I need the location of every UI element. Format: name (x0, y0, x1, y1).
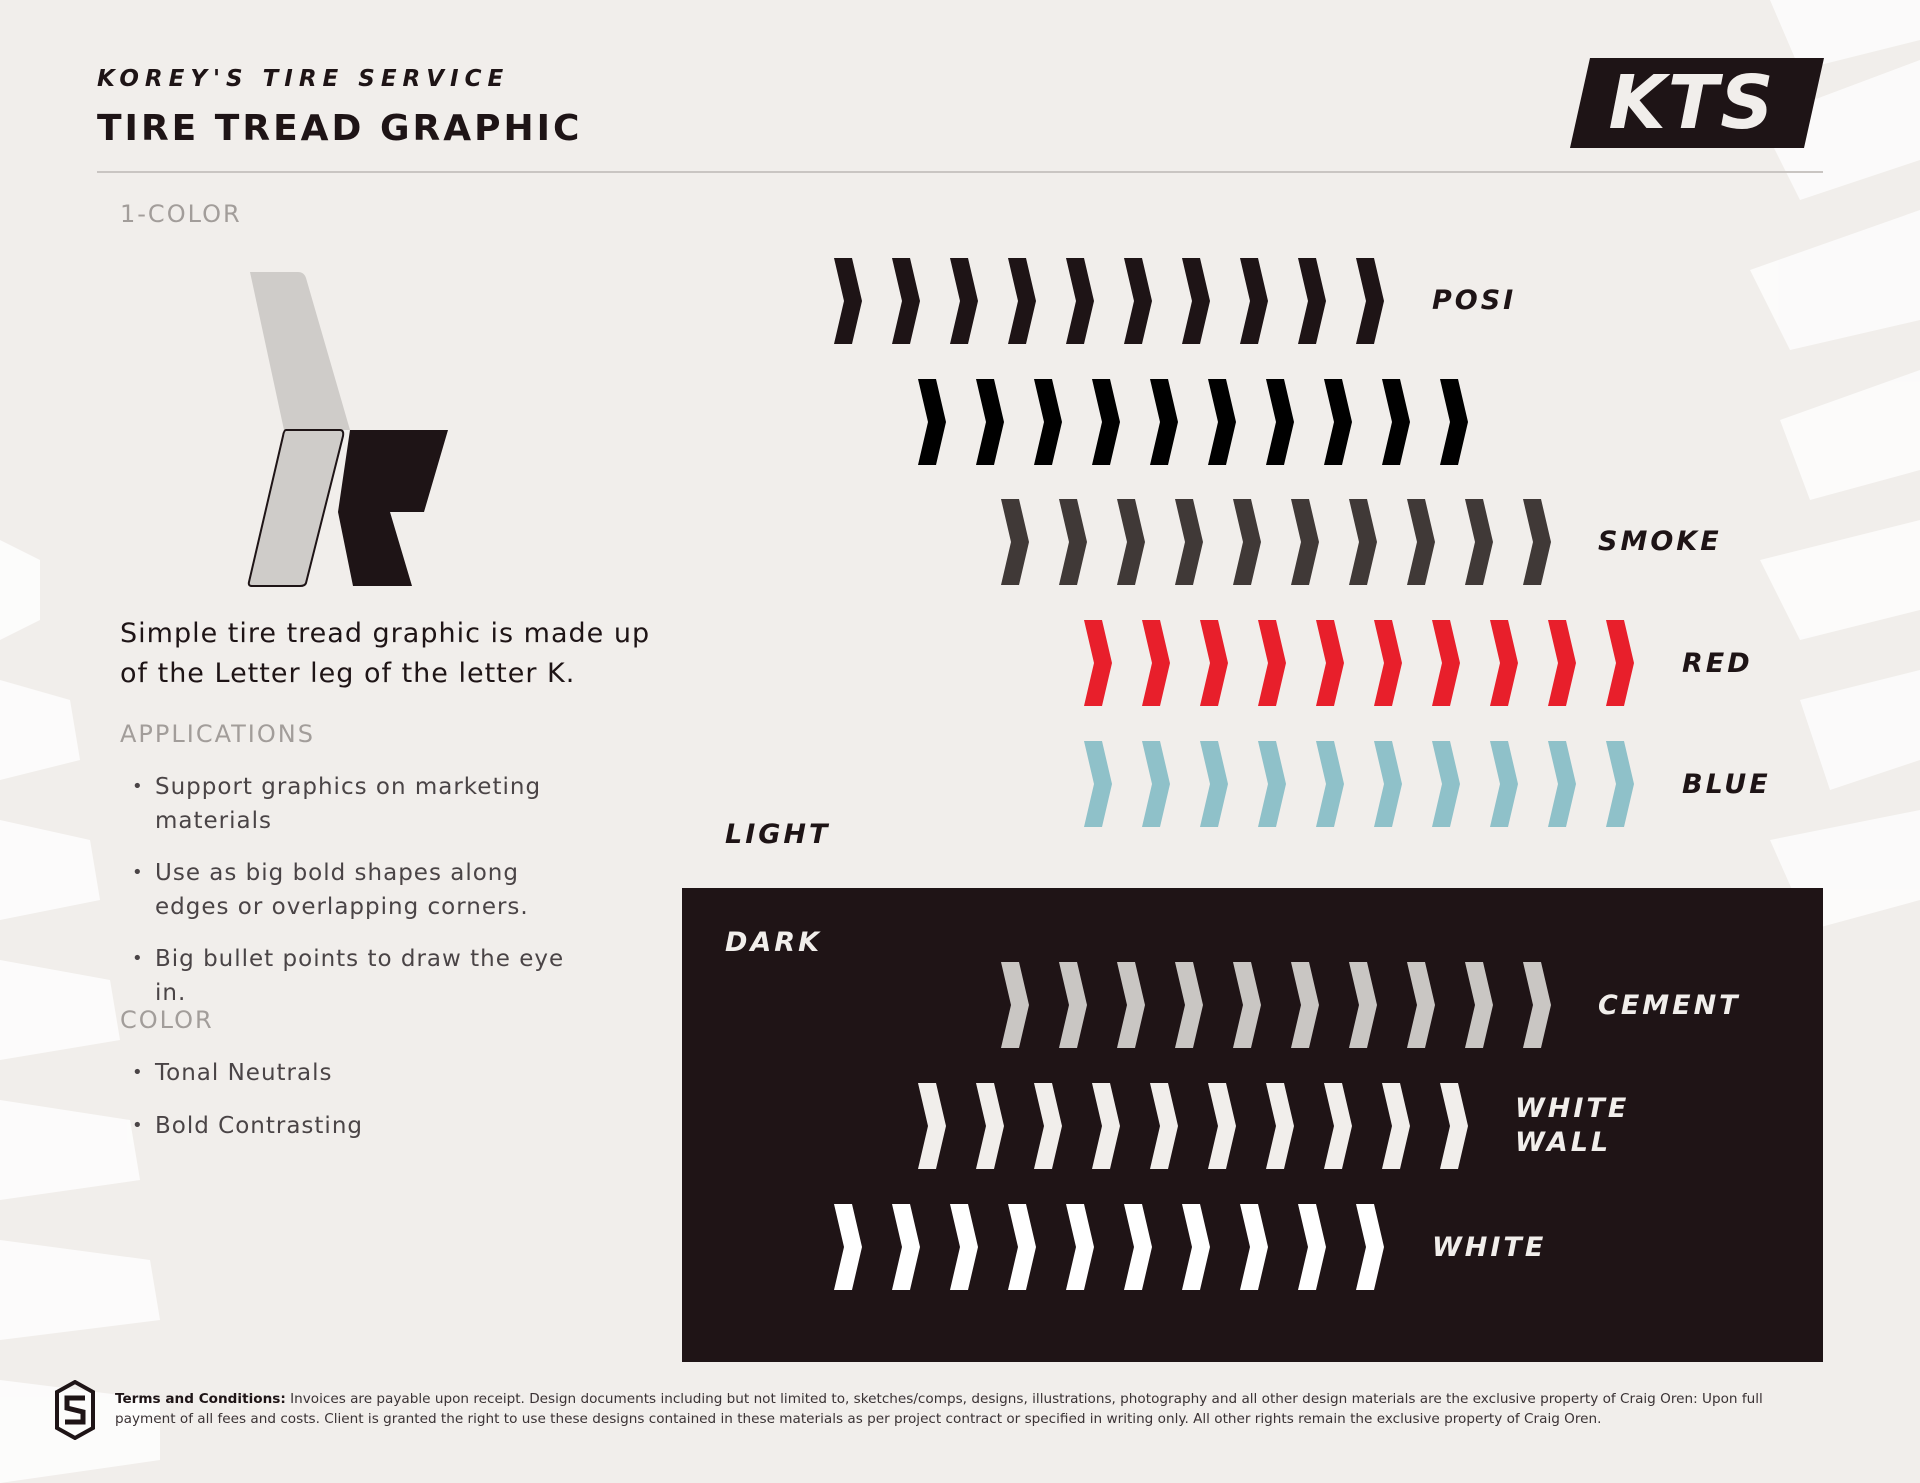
tread-chevron (1298, 1204, 1326, 1290)
tread-chevron (1349, 962, 1377, 1048)
k-leg-icon (240, 270, 460, 590)
tread-chevron (1092, 1083, 1120, 1169)
tread-row-cement (997, 962, 1557, 1048)
terms-text: Invoices are payable upon receipt. Design documents including but not limited to, sketches/comps, designs, illustrations, photography and all other design materials are the exclusive property of Craig Oren: Upon full payment of all fees and costs. Client is granted the right to use these designs contained in these materials as per project contract or specified in writing only. All other rights remain the exclusive property of Craig Oren. (115, 1391, 1763, 1427)
row-label-posi: POSI (1432, 285, 1517, 316)
row-label-blue: BLUE (1682, 769, 1771, 800)
tread-chevron (1117, 499, 1145, 585)
applications-heading: APPLICATIONS (120, 720, 315, 748)
tread-chevron (1440, 1083, 1468, 1169)
tread-chevron (1374, 620, 1402, 706)
tread-chevron (1356, 258, 1384, 344)
tread-chevron (1175, 962, 1203, 1048)
tread-chevron (1356, 1204, 1384, 1290)
tread-chevron (1034, 379, 1062, 465)
s-monogram-icon (55, 1380, 95, 1440)
tread-row-blue (1080, 741, 1640, 827)
tread-chevron (1059, 499, 1087, 585)
tread-row-red (1080, 620, 1640, 706)
tread-chevron (1523, 962, 1551, 1048)
tread-chevron (1324, 1083, 1352, 1169)
tread-chevron (1034, 1083, 1062, 1169)
tread-chevron (1298, 258, 1326, 344)
tread-chevron (892, 258, 920, 344)
dark-label: DARK (725, 927, 823, 958)
tread-chevron (1548, 741, 1576, 827)
color-list (120, 1056, 600, 1143)
tread-chevron (1233, 499, 1261, 585)
tread-row-black (914, 379, 1474, 465)
tread-chevron (1523, 499, 1551, 585)
light-label: LIGHT (725, 819, 831, 850)
tread-chevron (1316, 741, 1344, 827)
tread-chevron (1240, 1204, 1268, 1290)
tread-chevron (950, 258, 978, 344)
tread-chevron (1324, 379, 1352, 465)
tread-chevron (1490, 620, 1518, 706)
tread-chevron (1258, 741, 1286, 827)
brand-name: KOREY'S TIRE SERVICE (97, 66, 510, 92)
tread-chevron (918, 1083, 946, 1169)
row-label-smoke: SMOKE (1598, 526, 1722, 557)
tread-chevron (892, 1204, 920, 1290)
tread-chevron (1150, 1083, 1178, 1169)
terms-footer (115, 1389, 1815, 1429)
tread-chevron (1266, 1083, 1294, 1169)
tread-row-posi (830, 258, 1390, 344)
tread-chevron (1001, 962, 1029, 1048)
tread-chevron (976, 379, 1004, 465)
applications-item: • Support graphics on marketing materials (120, 770, 600, 838)
applications-list (120, 770, 600, 1010)
tread-chevron (1266, 379, 1294, 465)
tread-chevron (1382, 379, 1410, 465)
tread-chevron (1349, 499, 1377, 585)
description-text: Simple tire tread graphic is made up of the Letter leg of the letter K. (120, 618, 651, 689)
color-heading: COLOR (120, 1006, 214, 1034)
section-label-1-color: 1-COLOR (120, 200, 242, 228)
row-label-red: RED (1682, 648, 1753, 679)
tread-chevron (1407, 499, 1435, 585)
tread-chevron (1084, 741, 1112, 827)
tread-chevron (1432, 741, 1460, 827)
tread-chevron (1208, 379, 1236, 465)
applications-item: • Use as big bold shapes along edges or overlapping corners. (120, 856, 600, 924)
tread-chevron (1407, 962, 1435, 1048)
tread-row-smoke (997, 499, 1557, 585)
tread-chevron (1432, 620, 1460, 706)
tread-row-white (830, 1204, 1390, 1290)
applications-item: • Big bullet points to draw the eye in. (120, 942, 600, 1010)
row-label-cement: CEMENT (1598, 990, 1741, 1021)
tread-chevron (1316, 620, 1344, 706)
tread-chevron (1142, 741, 1170, 827)
tread-chevron (1182, 258, 1210, 344)
page-title: TIRE TREAD GRAPHIC (97, 108, 583, 149)
tread-chevron (918, 379, 946, 465)
tread-chevron (1066, 1204, 1094, 1290)
tread-chevron (1182, 1204, 1210, 1290)
tread-chevron (1092, 379, 1120, 465)
tread-chevron (1124, 1204, 1152, 1290)
tread-chevron (1490, 741, 1518, 827)
tread-chevron (1200, 620, 1228, 706)
row-label-white: WHITE (1432, 1232, 1547, 1263)
tread-chevron (1374, 741, 1402, 827)
tread-chevron (1465, 499, 1493, 585)
kts-logo (1570, 58, 1824, 148)
color-item: • Bold Contrasting (120, 1109, 600, 1143)
tread-chevron (976, 1083, 1004, 1169)
tread-chevron (1117, 962, 1145, 1048)
tread-row-white-wall (914, 1083, 1474, 1169)
tread-chevron (1175, 499, 1203, 585)
tread-chevron (950, 1204, 978, 1290)
terms-label: Terms and Conditions: (115, 1391, 286, 1407)
tread-chevron (1142, 620, 1170, 706)
tread-chevron (1382, 1083, 1410, 1169)
tread-chevron (1440, 379, 1468, 465)
row-label-white-wall: WHITE WALL (1515, 1093, 1630, 1158)
color-item: • Tonal Neutrals (120, 1056, 600, 1090)
tread-chevron (1606, 620, 1634, 706)
tread-chevron (1200, 741, 1228, 827)
tread-chevron (1258, 620, 1286, 706)
tread-chevron (1008, 258, 1036, 344)
tread-chevron (1150, 379, 1178, 465)
tread-chevron (834, 1204, 862, 1290)
tread-chevron (834, 258, 862, 344)
tread-chevron (1291, 499, 1319, 585)
header-divider (97, 171, 1823, 173)
tread-chevron (1606, 741, 1634, 827)
tread-chevron (1465, 962, 1493, 1048)
tread-chevron (1548, 620, 1576, 706)
tread-chevron (1208, 1083, 1236, 1169)
tread-chevron (1059, 962, 1087, 1048)
tread-chevron (1233, 962, 1261, 1048)
tread-chevron (1240, 258, 1268, 344)
kts-logo-text: KTS (1608, 60, 1776, 146)
tread-chevron (1066, 258, 1094, 344)
tread-chevron (1001, 499, 1029, 585)
tread-chevron (1084, 620, 1112, 706)
tread-chevron (1291, 962, 1319, 1048)
tread-chevron (1124, 258, 1152, 344)
tread-chevron (1008, 1204, 1036, 1290)
